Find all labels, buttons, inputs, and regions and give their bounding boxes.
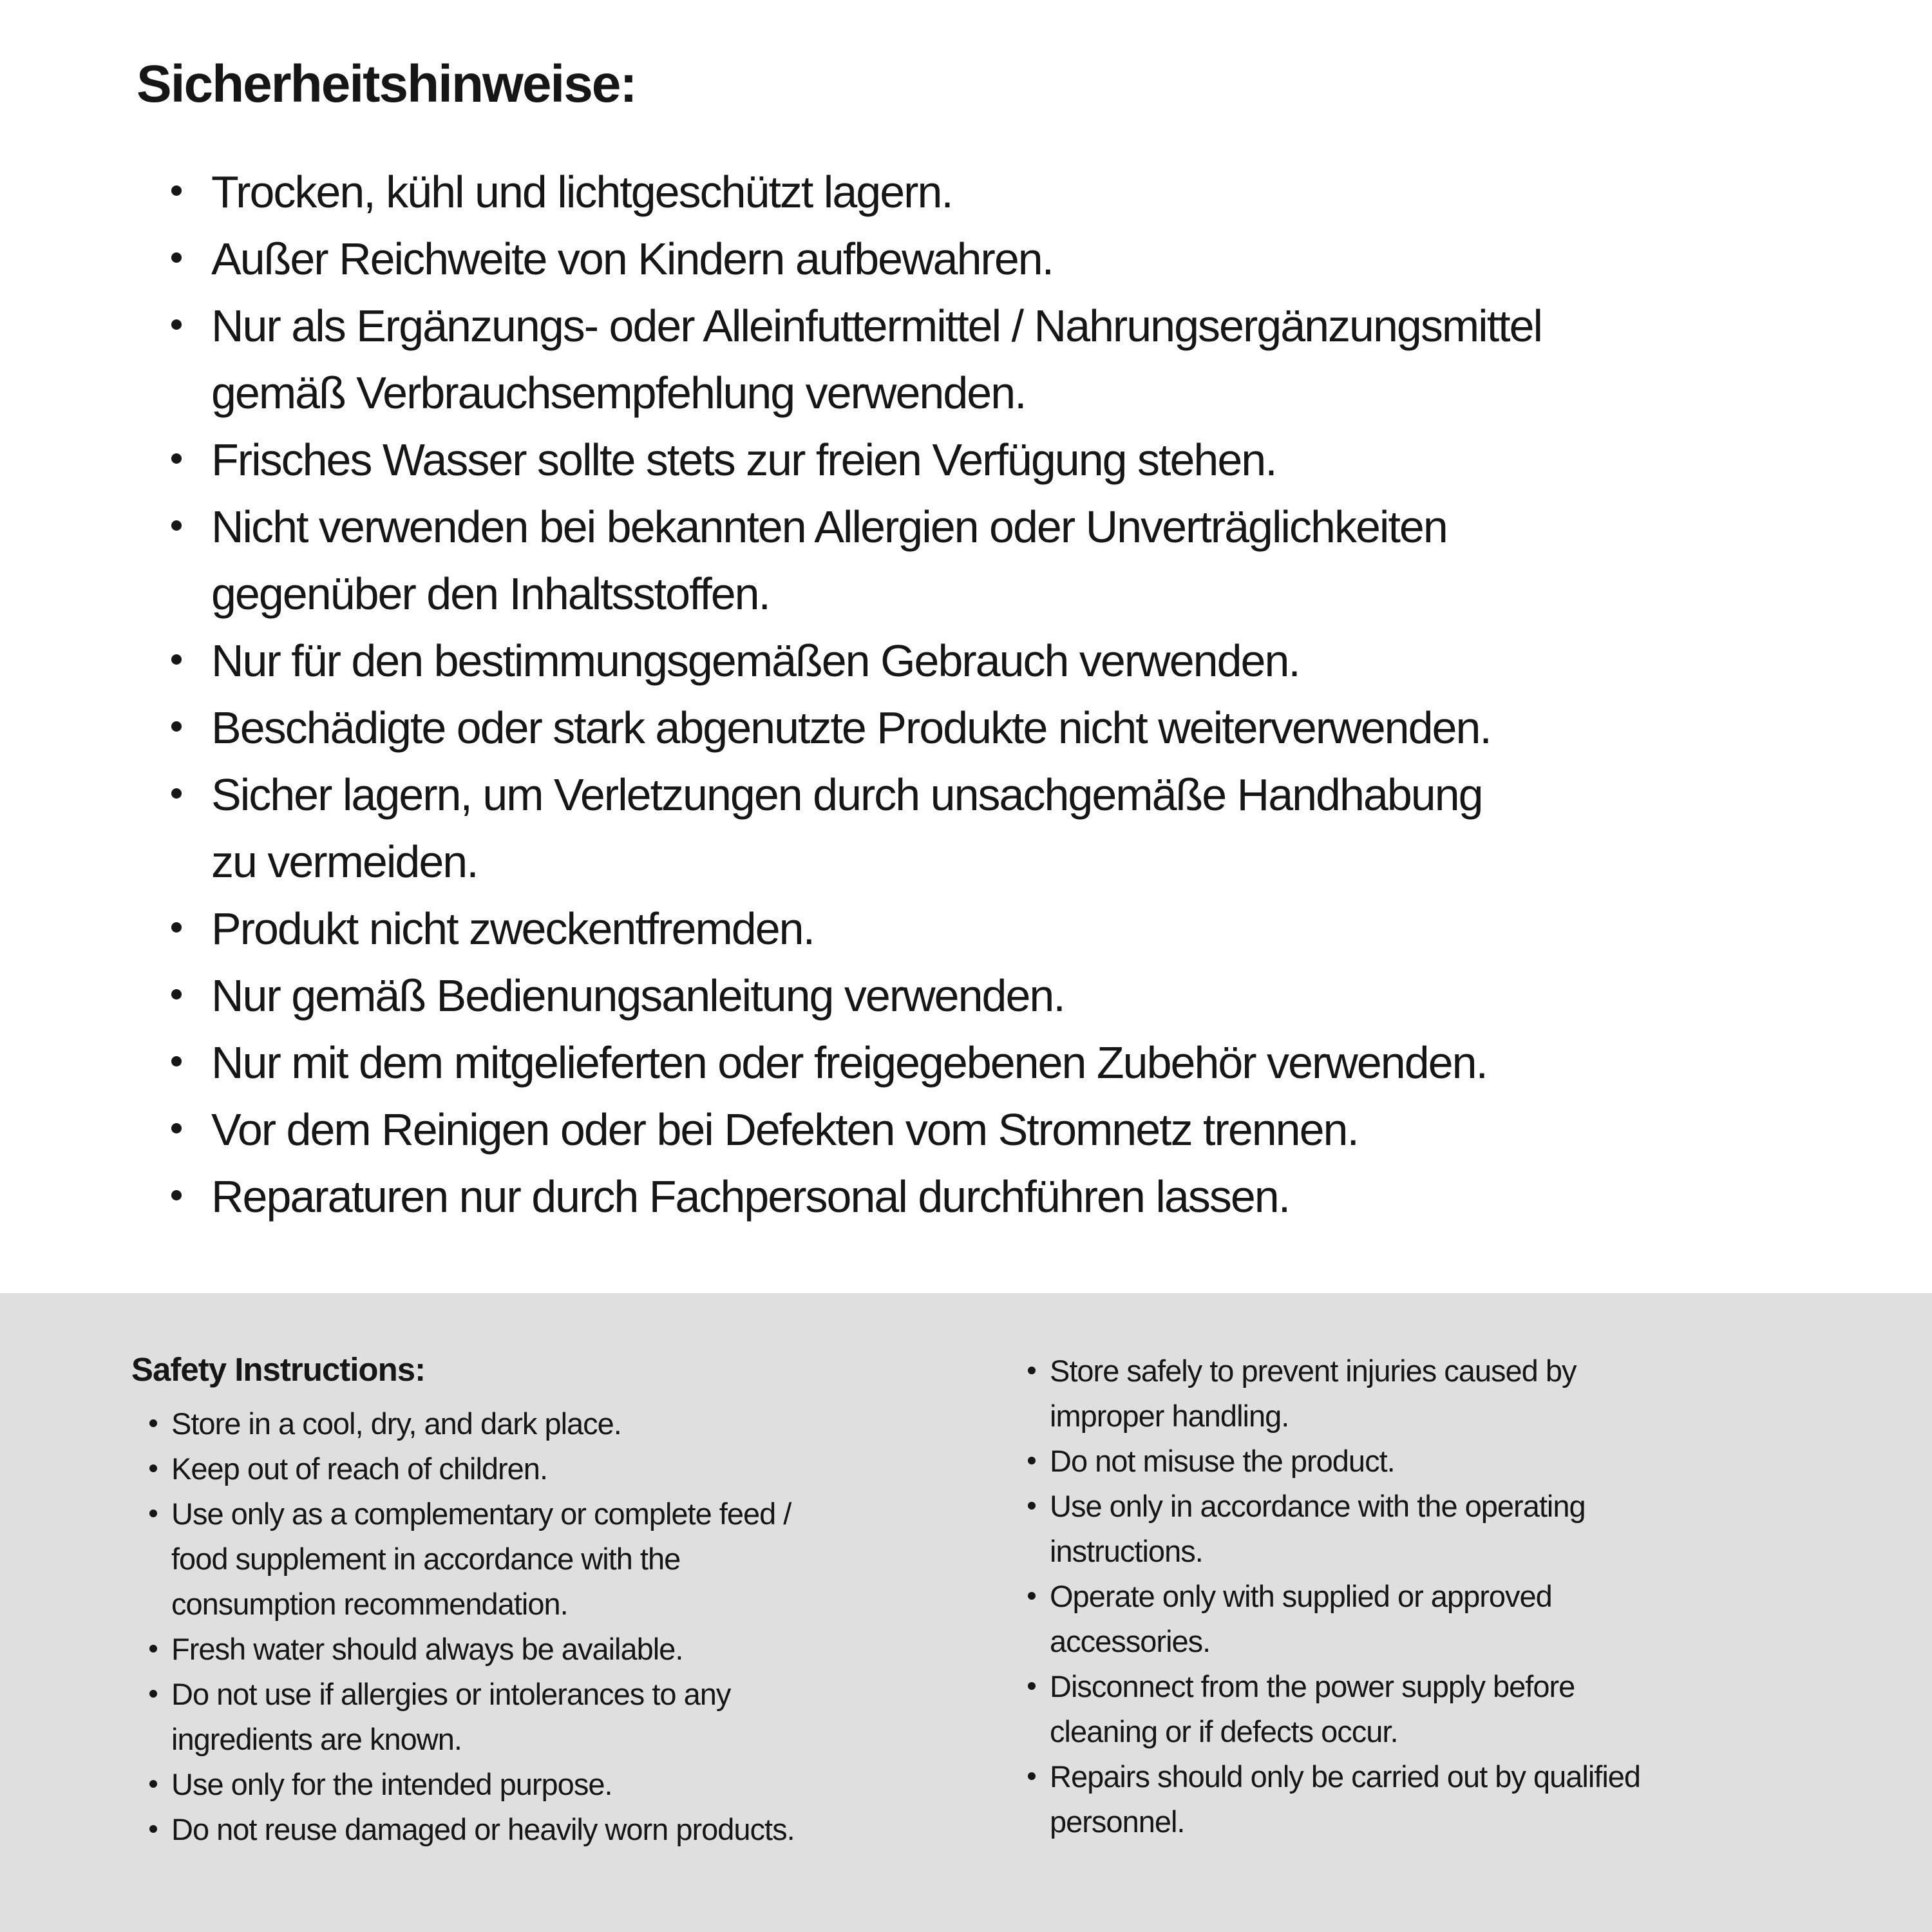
german-bullet-list xyxy=(171,158,1542,1230)
list-item xyxy=(171,292,1542,359)
item-text: Use only for the intended purpose. xyxy=(171,1767,612,1801)
list-item xyxy=(131,1446,795,1492)
list-item xyxy=(171,627,1542,694)
list-item xyxy=(131,1762,795,1807)
item-text: Operate only with supplied or approved xyxy=(1050,1579,1552,1613)
item-text: gemäß Verbrauchsempfehlung verwenden. xyxy=(211,368,1026,418)
item-text: Disconnect from the power supply before xyxy=(1050,1669,1575,1703)
bullet-icon xyxy=(171,989,182,999)
english-heading: Safety Instructions: xyxy=(131,1351,426,1388)
english-right-column xyxy=(1028,1349,1640,1844)
item-text: Store safely to prevent injuries caused by xyxy=(1050,1354,1577,1388)
item-text: zu vermeiden. xyxy=(211,837,478,887)
bullet-icon xyxy=(1028,1367,1036,1374)
list-item xyxy=(171,1163,1542,1230)
item-text: Nur gemäß Bedienungsanleitung verwenden. xyxy=(211,971,1065,1021)
list-item xyxy=(1028,1529,1640,1574)
list-item xyxy=(171,158,1542,225)
bullet-icon xyxy=(149,1825,157,1833)
bullet-icon xyxy=(171,520,182,531)
item-text: Keep out of reach of children. xyxy=(171,1452,548,1486)
bullet-icon xyxy=(171,319,182,330)
item-text: Fresh water should always be available. xyxy=(171,1632,683,1666)
bullet-icon xyxy=(1028,1772,1036,1780)
item-text: personnel. xyxy=(1050,1804,1185,1839)
bullet-icon xyxy=(149,1419,157,1427)
item-text: Nur als Ergänzungs- oder Alleinfuttermittel / Nahrungsergänzungsmittel xyxy=(211,301,1542,351)
item-text: Use only as a complementary or complete feed / xyxy=(171,1497,791,1531)
list-item xyxy=(171,560,1542,627)
list-item xyxy=(131,1717,795,1762)
list-item xyxy=(171,493,1542,560)
bullet-icon xyxy=(1028,1682,1036,1690)
item-text: Nur mit dem mitgelieferten oder freigegebenen Zubehör verwenden. xyxy=(211,1037,1487,1088)
bullet-icon xyxy=(171,185,182,196)
bullet-icon xyxy=(149,1645,157,1653)
bullet-icon xyxy=(171,922,182,933)
item-text: Nicht verwenden bei bekannten Allergien oder Unverträglichkeiten xyxy=(211,502,1447,552)
list-item xyxy=(171,828,1542,895)
bullet-icon xyxy=(149,1780,157,1788)
bullet-icon xyxy=(171,654,182,665)
german-heading: Sicherheitshinweise: xyxy=(137,55,636,113)
item-text: Store in a cool, dry, and dark place. xyxy=(171,1406,621,1441)
item-text: Reparaturen nur durch Fachpersonal durchführen lassen. xyxy=(211,1171,1290,1222)
item-text: Use only in accordance with the operating xyxy=(1050,1489,1586,1523)
bullet-icon xyxy=(1028,1457,1036,1464)
list-item xyxy=(1028,1439,1640,1484)
item-text: food supplement in accordance with the xyxy=(171,1542,681,1576)
item-text: Außer Reichweite von Kindern aufbewahren. xyxy=(211,234,1054,284)
list-item xyxy=(131,1401,795,1446)
item-text: Do not reuse damaged or heavily worn products. xyxy=(171,1812,795,1846)
bullet-icon xyxy=(149,1464,157,1472)
item-text: Produkt nicht zweckentfremden. xyxy=(211,904,815,954)
item-text: accessories. xyxy=(1050,1624,1211,1658)
list-item xyxy=(131,1672,795,1717)
list-item xyxy=(171,1029,1542,1096)
bullet-icon xyxy=(171,721,182,732)
item-text: Do not use if allergies or intolerances to any xyxy=(171,1677,731,1711)
bullet-icon xyxy=(1028,1502,1036,1510)
item-text: Trocken, kühl und lichtgeschützt lagern. xyxy=(211,167,952,217)
list-item xyxy=(1028,1574,1640,1619)
item-text: Vor dem Reinigen oder bei Defekten vom Stromnetz trennen. xyxy=(211,1104,1358,1155)
item-text: Nur für den bestimmungsgemäßen Gebrauch verwenden. xyxy=(211,636,1300,686)
bullet-icon xyxy=(171,1123,182,1133)
english-left-column xyxy=(131,1401,795,1852)
list-item xyxy=(171,426,1542,493)
item-text: consumption recommendation. xyxy=(171,1587,568,1621)
list-item xyxy=(131,1807,795,1852)
list-item xyxy=(171,359,1542,426)
bullet-icon xyxy=(171,1056,182,1066)
list-item xyxy=(131,1492,795,1537)
list-item xyxy=(1028,1664,1640,1709)
list-item xyxy=(171,962,1542,1029)
bullet-icon xyxy=(1028,1592,1036,1600)
english-safety-section xyxy=(0,1293,1932,1932)
item-text: cleaning or if defects occur. xyxy=(1050,1714,1398,1748)
list-item xyxy=(1028,1709,1640,1754)
item-text: Beschädigte oder stark abgenutzte Produkte nicht weiterverwenden. xyxy=(211,703,1491,753)
item-text: Frisches Wasser sollte stets zur freien Verfügung stehen. xyxy=(211,435,1276,485)
item-text: Sicher lagern, um Verletzungen durch unsachgemäße Handhabung xyxy=(211,770,1482,820)
item-text: ingredients are known. xyxy=(171,1722,462,1756)
list-item xyxy=(1028,1754,1640,1799)
list-item xyxy=(171,761,1542,828)
bullet-icon xyxy=(171,788,182,799)
list-item xyxy=(1028,1349,1640,1394)
list-item xyxy=(1028,1484,1640,1529)
item-text: improper handling. xyxy=(1050,1399,1289,1433)
item-text: instructions. xyxy=(1050,1534,1203,1568)
list-item xyxy=(1028,1799,1640,1844)
item-text: gegenüber den Inhaltsstoffen. xyxy=(211,569,770,619)
list-item xyxy=(1028,1619,1640,1664)
bullet-icon xyxy=(149,1690,157,1698)
list-item xyxy=(131,1537,795,1582)
bullet-icon xyxy=(149,1510,157,1517)
item-text: Do not misuse the product. xyxy=(1050,1444,1395,1478)
bullet-icon xyxy=(171,252,182,263)
item-text: Repairs should only be carried out by qualified xyxy=(1050,1759,1641,1794)
bullet-icon xyxy=(171,453,182,464)
list-item xyxy=(1028,1394,1640,1439)
list-item xyxy=(171,1096,1542,1163)
list-item xyxy=(171,895,1542,962)
list-item xyxy=(131,1627,795,1672)
bullet-icon xyxy=(171,1190,182,1200)
list-item xyxy=(171,225,1542,292)
list-item xyxy=(131,1582,795,1627)
list-item xyxy=(171,694,1542,761)
